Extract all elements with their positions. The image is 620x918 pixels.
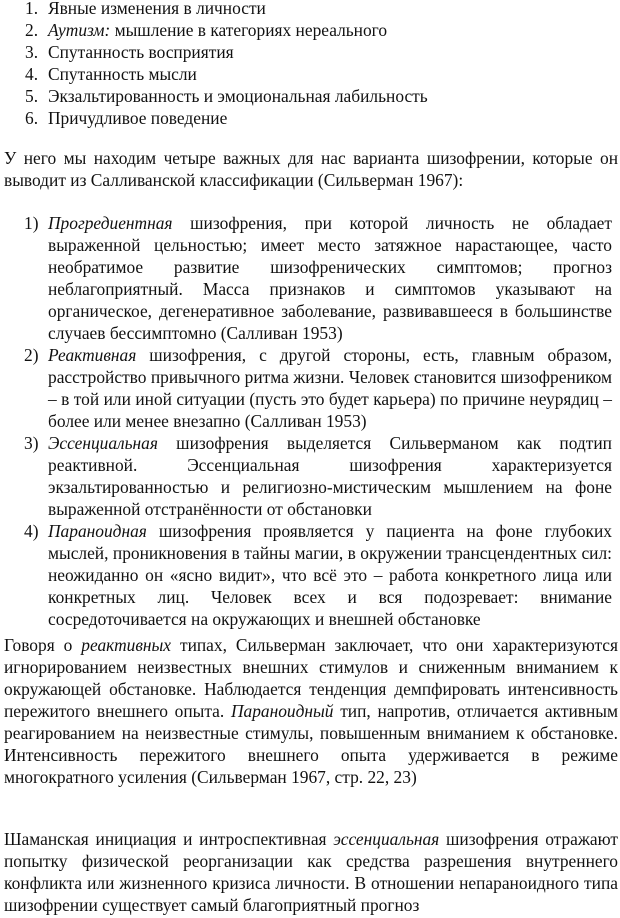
list-item <box>0 520 612 630</box>
list-number: 3. <box>25 42 39 62</box>
list-number: 3) <box>24 433 39 453</box>
paragraph-italic: реактивных <box>81 635 172 655</box>
list-item-italic: Реактивная <box>48 345 137 365</box>
list-item-text: Спутанность восприятия <box>48 42 234 62</box>
list-number: 2. <box>25 20 39 40</box>
list-number: 5. <box>25 86 39 106</box>
list-item-text: мышление в категориях нереального <box>110 20 388 40</box>
list-item <box>0 63 620 85</box>
list-item-italic: Параноидная <box>48 521 147 541</box>
paragraph-shamanic-initiation <box>4 828 618 916</box>
paragraph-text: Говоря о <box>4 635 82 655</box>
list-item <box>0 212 612 344</box>
list-item-text: шизофрения выделяется Сильверманом как подтип реактивной. Эссенциальная шизофрения характеризуется экзальтированностью и религиозно-мистическим мышлением на фоне выраженной отстранённости от обстановки <box>48 433 612 519</box>
list-item <box>0 107 620 129</box>
paragraph-intro: У него мы находим четыре важных для нас варианта шизофрении, которые он выводит из Салливанской классификации (Сильверман 1967): <box>4 148 618 190</box>
list-item <box>0 41 620 63</box>
list-item <box>0 0 620 19</box>
list-item-text: Спутанность мысли <box>48 64 197 84</box>
list-item-italic: Аутизм: <box>48 20 111 40</box>
list-number: 1) <box>24 213 39 233</box>
list-number: 2) <box>24 345 39 365</box>
paragraph-text: типах, Сильверман заключает, что они характеризуются игнорированием неизвестных внешних стимулов и сниженным вниманием к окружающей обстановке. Наблюдается тенденция демпфировать интенсивность пережитого внешнего опыта. <box>4 635 618 721</box>
list-item-text: шизофрения, при которой личность не обладает выраженной цельностью; имеет место затяжное нарастающее, часто необратимое развитие шизофренических симптомов; прогноз неблагоприятный. Масса признаков и симптомов указывают на органическое, дегенеративное заболевание, развивавшееся в большинстве случаев бессимптомно (Салливан 1953) <box>48 213 612 343</box>
paragraph-italic: эссенциальная <box>333 829 440 849</box>
list-item <box>0 432 612 520</box>
list-number: 6. <box>25 108 39 128</box>
list-item-text: Явные изменения в личности <box>48 0 266 18</box>
symptom-list <box>0 0 620 129</box>
list-number: 4. <box>25 64 39 84</box>
list-item-text: шизофрения проявляется у пациента на фоне глубоких мыслей, проникновения в тайны магии, в окружении трансцендентных сил: неожиданно он «ясно видит», что всё это – работа конкретного лица или конкретных лиц. Человек всех и вся подозревает: внимание сосредоточивается на окружающих и внешней обстановке <box>48 521 612 629</box>
list-item-text: Причудливое поведение <box>48 108 228 128</box>
list-item-text: шизофрения, с другой стороны, есть, главным образом, расстройство привычного ритма жизни. Человек становится шизофреником – в той или иной ситуации (пусть это будет карьера) по причине неурядиц – более или менее внезапно (Салливан 1953) <box>48 345 612 431</box>
list-item-text: Экзальтированность и эмоциональная лабильность <box>48 86 428 106</box>
paragraph-italic: Параноидный <box>230 701 334 721</box>
paragraph-text: Шаманская инициация и интроспективная <box>4 829 334 849</box>
paragraph-text: шизофрения отражают попытку физической реорганизации как средства разрешения внутреннего конфликта или жизненного кризиса личности. В отношении непараноидного типа шизофрении существует самый благоприятный прогноз <box>4 829 618 915</box>
list-item-italic: Эссенциальная <box>48 433 158 453</box>
list-item-italic: Прогредиентная <box>48 213 173 233</box>
list-item <box>0 19 620 41</box>
schizophrenia-types-list <box>0 212 620 630</box>
list-number: 1. <box>25 0 39 18</box>
paragraph-reactive-types <box>4 634 618 788</box>
list-item <box>0 85 620 107</box>
list-number: 4) <box>24 521 39 541</box>
paragraph-text: тип, напротив, отличается активным реагированием на неизвестные стимулы, повышенным вниманием к обстановке. Интенсивность пережитого внешнего опыта удерживается в режиме многократного усиления (Сильверман 1967, стр. 22, 23) <box>4 701 618 787</box>
list-item <box>0 344 612 432</box>
